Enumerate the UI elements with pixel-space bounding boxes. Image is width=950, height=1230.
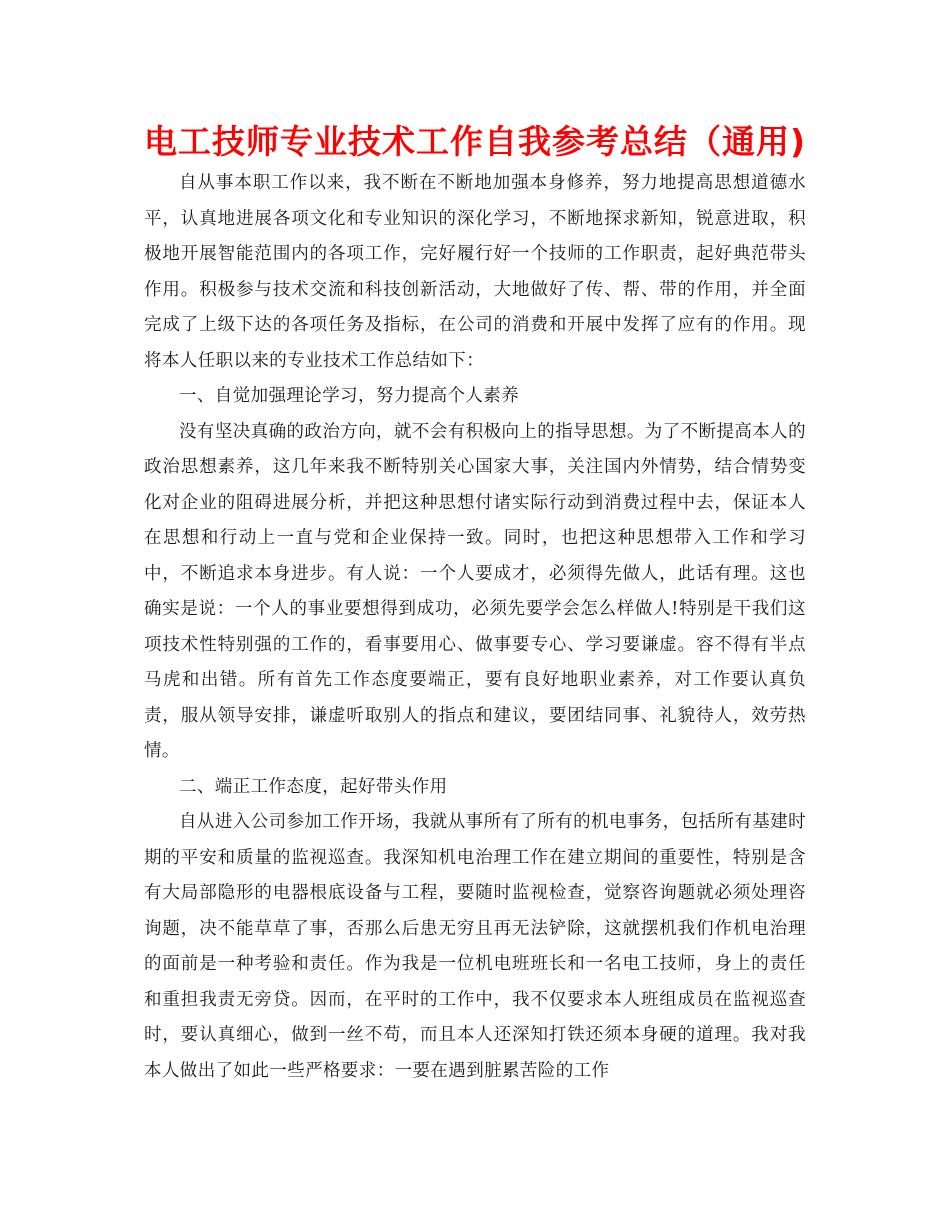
intro-paragraph: 自从事本职工作以来，我不断在不断地加强本身修养，努力地提高思想道德水平，认真地进展各项文化和专业知识的深化学习，不断地探求新知，锐意进取，积极地开展智能范围内的各项工作，完好履行好一个技师的工作职责，起好典范带头作用。积极参与技术交流和科技创新活动，大地做好了传、帮、带的作用，并全面完成了上级下达的各项任务及指标，在公司的消费和开展中发挥了应有的作用。现将本人任职以来的专业技术工作总结如下： (144, 173, 806, 371)
section-heading-2: 二、端正工作态度，起好带头作用 (179, 776, 448, 797)
section-2-paragraph: 自从进入公司参加工作开场，我就从事所有了所有的机电事务，包括所有基建时期的平安和质量的监视巡查。我深知机电治理工作在建立期间的重要性，特别是含有大局部隐形的电器根底设备与工程，要随时监视检查，觉察咨询题就必须处理咨询题，决不能草草了事，否那么后患无穷且再无法铲除，这就摆机我们作机电治理的面前是一种考验和责任。作为我是一位机电班班长和一名电工技师，身上的责任和重担我责无旁贷。因而，在平时的工作中，我不仅要求本人班组成员在监视巡查时，要认真细心，做到一丝不苟，而且本人还深知打铁还须本身硬的道理。我对我本人做出了如此一些严格要求：一要在遇到脏累苦险的工作 (144, 812, 806, 1081)
section-1-paragraph: 没有坚决真确的政治方向，就不会有积极向上的指导思想。为了不断提高本人的政治思想素养，这几年来我不断特别关心国家大事，关注国内外情势，结合情势变化对企业的阻碍进展分析，并把这种思想付诸实际行动到消费过程中去，保证本人在思想和行动上一直与党和企业保持一致。同时，也把这种思想带入工作和学习中，不断追求本身进步。有人说：一个人要成才，必须得先做人，此话有理。这也确实是说：一个人的事业要想得到成功，必须先要学会怎么样做人!特别是干我们这项技术性特别强的工作的，看事要用心、做事要专心、学习要谦虚。容不得有半点马虎和出错。所有首先工作态度要端正，要有良好地职业素养，对工作要认真负责，服从领导安排，谦虚听取别人的指点和建议，要团结同事、礼貌待人，效劳热情。 (144, 421, 806, 761)
document-title: 电工技师专业技术工作自我参考总结（通用) (143, 122, 807, 161)
section-heading-1: 一、自觉加强理论学习，努力提高个人素养 (179, 386, 520, 406)
document-body (144, 166, 806, 1089)
